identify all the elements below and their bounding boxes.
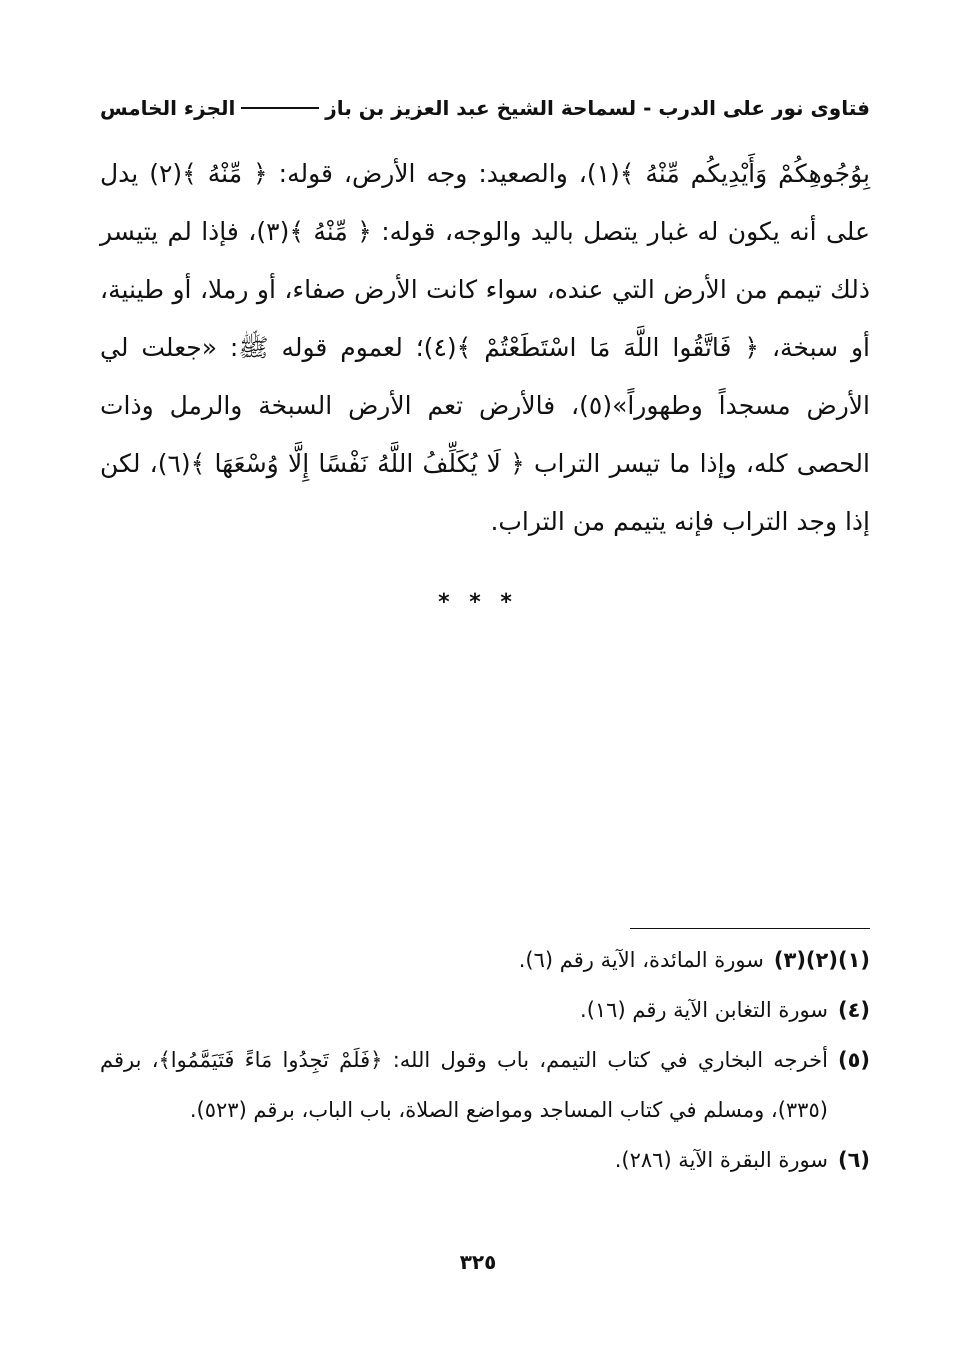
footnote-text: سورة التغابن الآية رقم (١٦). <box>580 998 828 1022</box>
header-rule <box>241 107 319 109</box>
footnote-1 <box>100 935 870 985</box>
footnote-number: (٥) <box>837 1048 870 1072</box>
section-separator: * * * <box>438 590 518 615</box>
footnote-number: (١)(٢)(٣) <box>773 948 870 972</box>
book-title: فتاوى نور على الدرب - لسماحة الشيخ عبد العزيز بن باز <box>325 96 870 120</box>
footnote-text: أخرجه البخاري في كتاب التيمم، باب وقول الله: ﴿فَلَمْ تَجِدُوا مَاءً فَتَيَمَّمُوا﴾، برقم (٣٣٥)، ومسلم في كتاب المساجد ومواضع الصلاة، باب الباب، برقم (٥٢٣). <box>100 1048 828 1122</box>
footnote-number: (٦) <box>837 1148 870 1172</box>
volume-label: الجزء الخامس <box>100 96 236 120</box>
footnote-6 <box>100 1135 870 1185</box>
footnote-4 <box>100 985 870 1035</box>
footnote-rule <box>630 928 870 929</box>
running-header <box>100 88 870 128</box>
footnotes <box>100 935 870 1185</box>
page-number: ٣٢٥ <box>459 1250 497 1274</box>
main-paragraph: بِوُجُوهِكُمْ وَأَيْدِيكُم مِّنْهُ ﴾(١)، والصعيد: وجه الأرض، قوله: ﴿ مِّنْهُ ﴾(٢) يدل على أنه يكون له غبار يتصل باليد والوجه، قوله: ﴿ مِّنْهُ ﴾(٣)، فإذا لم يتيسر ذلك تيمم من الأرض التي عنده، سواء كانت الأرض صفاء، أو رملا، أو طينية، أو سبخة، ﴿ فَاتَّقُوا اللَّهَ مَا اسْتَطَعْتُمْ ﴾(٤)؛ لعموم قوله ﷺ: «جعلت لي الأرض مسجداً وطهوراً»(٥)، فالأرض تعم الأرض السبخة والرمل وذات الحصى كله، وإذا ما تيسر التراب ﴿ لَا يُكَلِّفُ اللَّهُ نَفْسًا إِلَّا وُسْعَهَا ﴾(٦)، لكن إذا وجد التراب فإنه يتيمم من التراب. <box>100 159 871 536</box>
footnote-number: (٤) <box>837 998 870 1022</box>
footnote-text: سورة البقرة الآية (٢٨٦). <box>614 1148 828 1172</box>
footnote-text: سورة المائدة، الآية رقم (٦). <box>518 948 764 972</box>
footnote-5 <box>100 1035 870 1135</box>
